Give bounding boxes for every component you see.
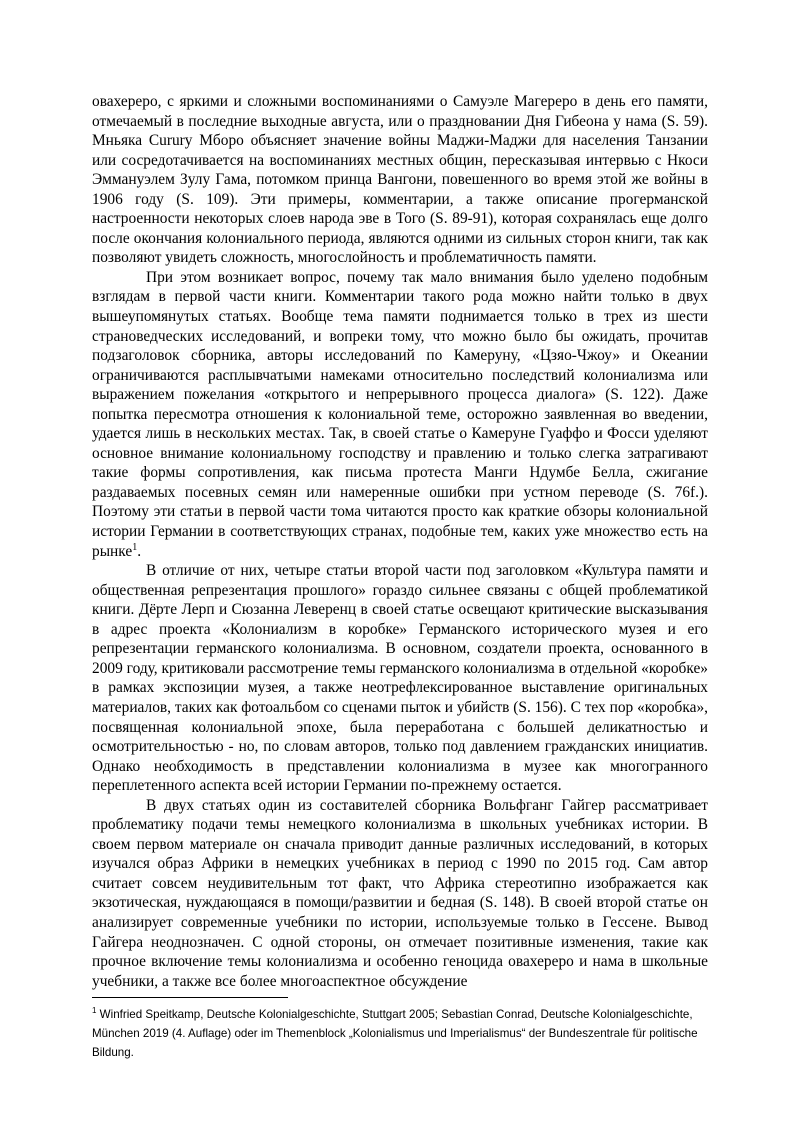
footnote-separator <box>92 997 288 998</box>
footnote-reference[interactable]: 1 <box>132 541 138 553</box>
footnote <box>92 1005 708 1062</box>
paragraph-1: овахереро, с яркими и сложными воспоминаниями о Самуэле Магереро в день его памяти, отмечаемый в последние выходные августа, или о праздновании Дня Гибеона у нама (S. 59). Мньяка Сururу Мборо объясняет значение войны Маджи-Маджи для населения Танзании или сосредотачивается на воспоминаниях местных общин, пересказывая интервью с Нкоси Эммануэлем Зулу Гама, потомком принца Вангони, повешенного во время этой же войны в 1906 году (S. 109). Эти примеры, комментарии, а также описание прогерманской настроенности некоторых слоев народа эве в Того (S. 89-91), которая сохранялась еще долго после окончания колониального периода, являются одними из сильных сторон книги, так как позволяют увидеть сложность, многослойность и проблематичность памяти. <box>92 93 708 267</box>
paragraph-2 <box>92 268 708 561</box>
paragraph-3: В отличие от них, четыре статьи второй части под заголовком «Культура памяти и общественная репрезентация прошлого» гораздо сильнее связаны с общей проблематикой книги. Дёрте Лерп и Сюзанна Леверенц в своей статье освещают критические высказывания в адрес проекта «Колониализм в коробке» Германского исторического музея и его репрезентации германского колониализма. В основном, создатели проекта, основанного в 2009 году, критиковали рассмотрение темы германского колониализма в отдельной «коробке» в рамках экспозиции музея, а также неотрефлексированное выставление оригинальных материалов, таких как фотоальбом со сценами пыток и убийств (S. 156). С тех пор «коробка», посвященная колониальной эпохе, была переработана с большей деликатностью и осмотрительностью - но, по словам авторов, только под давлением гражданских инициатив. Однако необходимость в представлении колониализма в музее как многогранного переплетенного аспекта всей истории Германии по-прежнему остается. <box>92 562 708 795</box>
footnote-text: Winfried Speitkamp, Deutsche Kolonialgeschichte, Stuttgart 2005; Sebastian Conrad, Deutsche Kolonialgeschichte, München 2019 (4. Auflage) oder im Themenblock „Kolonialismus und Imperialismus“ der Bundeszentrale für politische Bildung. <box>92 1008 698 1059</box>
body-text <box>92 92 708 991</box>
footnote-number: 1 <box>92 1006 97 1016</box>
paragraph-2-end: . <box>137 542 142 560</box>
paragraph-4: В двух статьях один из составителей сборника Вольфганг Гайгер рассматривает проблематику подачи темы немецкого колониализма в школьных учебниках истории. В своем первом материале он сначала приводит данные различных исследований, в которых изучался образ Африки в немецких учебниках в период с 1990 по 2015 год. Сам автор считает совсем неудивительным тот факт, что Африка стереотипно изображается как экзотическая, нуждающаяся в помощи/развитии и бедная (S. 148). В своей второй статье он анализирует современные учебники по истории, используемые только в Гессене. Вывод Гайгера неоднозначен. С одной стороны, он отмечает позитивные изменения, такие как прочное включение темы колониализма и особенно геноцида овахереро и нама в школьные учебники, а также все более многоаспектное обсуждение <box>92 796 708 990</box>
paragraph-2-text: При этом возникает вопрос, почему так мало внимания было уделено подобным взглядам в первой части книги. Комментарии такого рода можно найти только в двух вышеупомянутых статьях. Вообще тема памяти поднимается только в трех из шести страноведческих исследований, и вопреки тому, что можно было бы ожидать, прочитав подзаголовок сборника, авторы исследований по Камеруну, «Цзяо-Чжоу» и Океании ограничиваются расплывчатыми намеками относительно последствий колониализма или выражением пожелания «открытого и непрерывного процесса диалога» (S. 122). Даже попытка пересмотра отношения к колониальной теме, осторожно заявленная во введении, удается лишь в нескольких местах. Так, в своей статье о Камеруне Гуаффо и Фосси уделяют основное внимание колониальному господству и правлению и только слегка затрагивают такие формы сопротивления, как письма протеста Манги Ндумбе Белла, сжигание раздаваемых посевных семян или намеренные ошибки при устном переводе (S. 76f.). Поэтому эти статьи в первой части тома читаются просто как краткие обзоры колониальной истории Германии в соответствующих странах, подобные тем, каких уже множество есть на рынке <box>92 268 708 560</box>
